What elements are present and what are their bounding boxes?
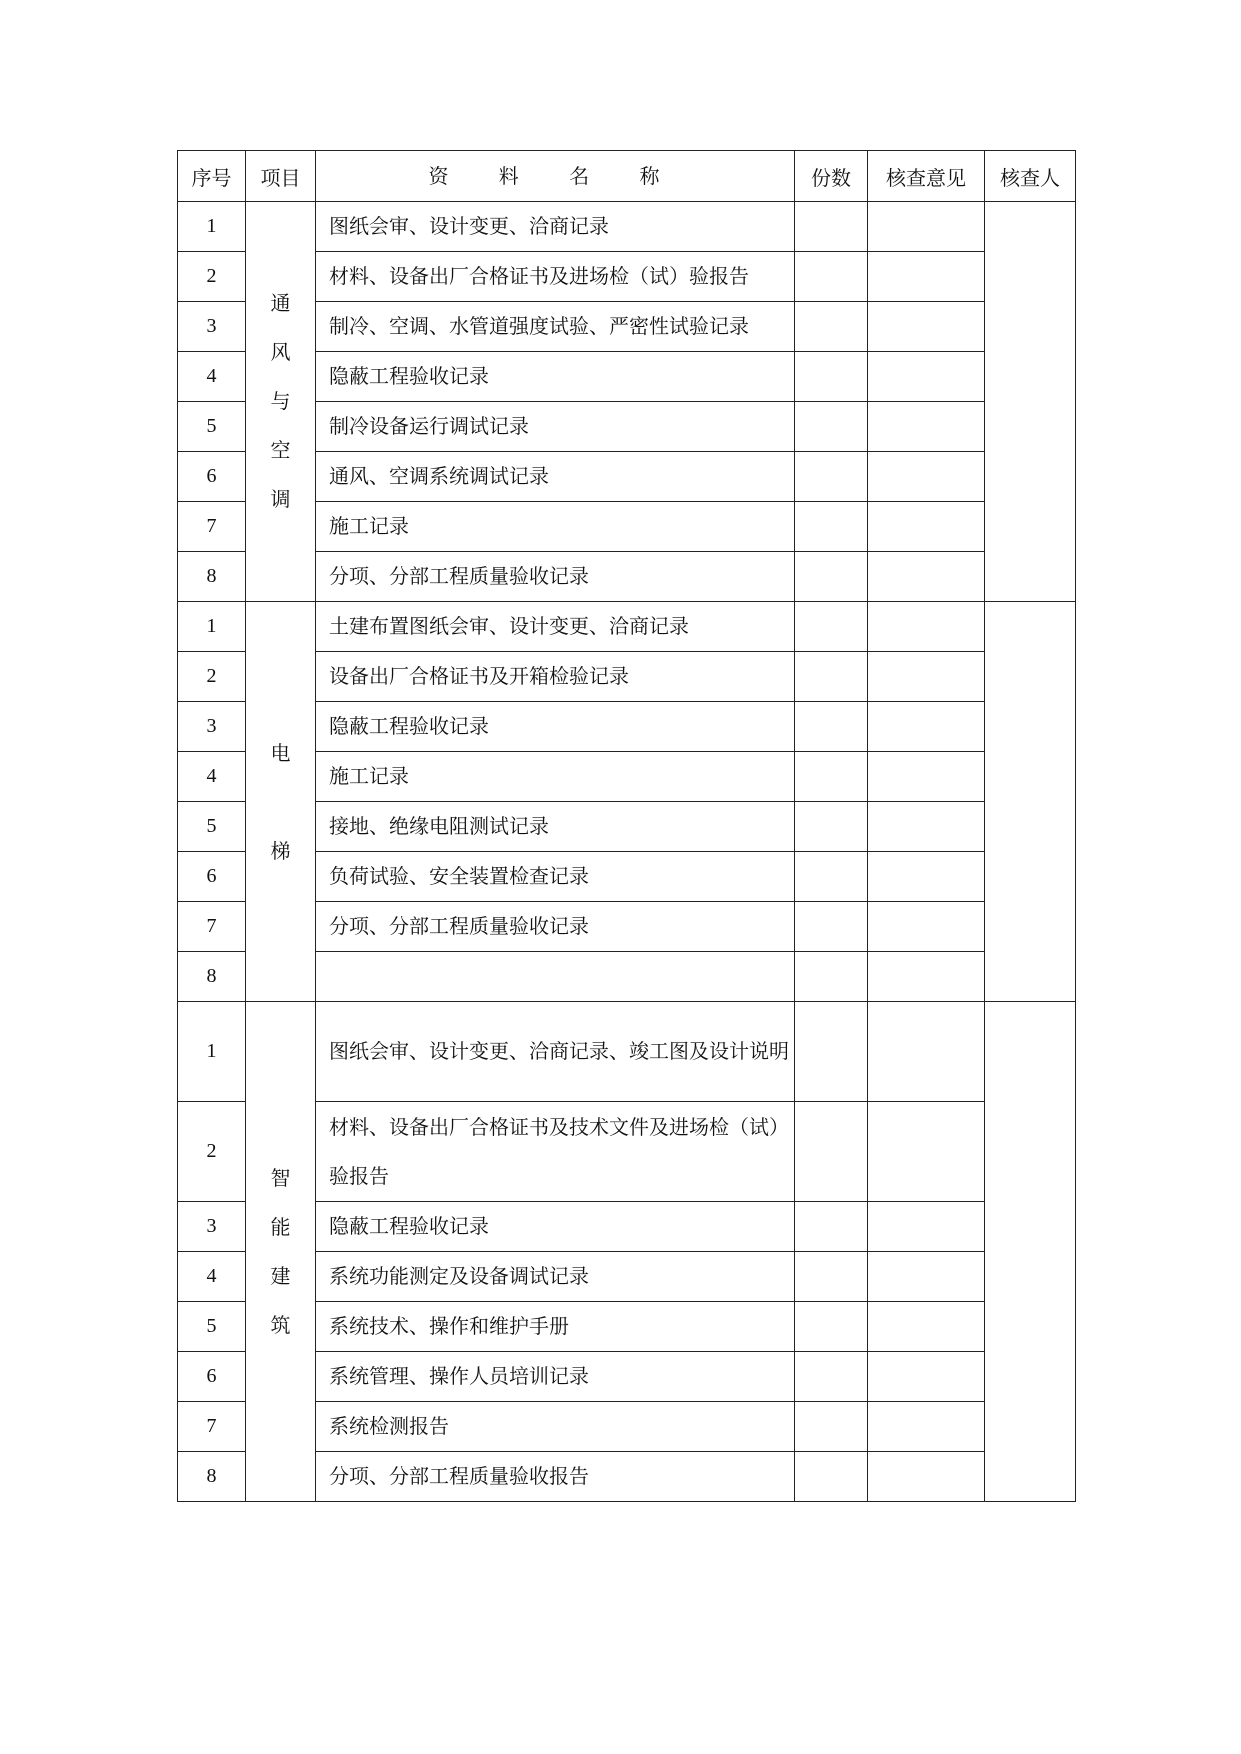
copies-cell[interactable] xyxy=(795,202,868,252)
record-name: 图纸会审、设计变更、洽商记录、竣工图及设计说明 xyxy=(316,1002,795,1102)
record-name: 图纸会审、设计变更、洽商记录 xyxy=(316,202,795,252)
opinion-cell[interactable] xyxy=(868,652,985,702)
copies-cell[interactable] xyxy=(795,402,868,452)
record-name: 隐蔽工程验收记录 xyxy=(316,702,795,752)
section-item-label: 智能建筑 xyxy=(270,1165,291,1337)
table-row xyxy=(178,602,1076,652)
row-number: 1 xyxy=(178,602,246,652)
copies-cell[interactable] xyxy=(795,1202,868,1252)
copies-cell[interactable] xyxy=(795,652,868,702)
opinion-cell[interactable] xyxy=(868,602,985,652)
row-number: 7 xyxy=(178,1402,246,1452)
record-name: 分项、分部工程质量验收记录 xyxy=(316,552,795,602)
record-name: 隐蔽工程验收记录 xyxy=(316,1202,795,1252)
section-item-cell xyxy=(246,1002,316,1502)
opinion-cell[interactable] xyxy=(868,802,985,852)
opinion-cell[interactable] xyxy=(868,202,985,252)
record-name: 分项、分部工程质量验收记录 xyxy=(316,902,795,952)
copies-cell[interactable] xyxy=(795,1302,868,1352)
header-no: 序号 xyxy=(178,151,246,202)
opinion-cell[interactable] xyxy=(868,952,985,1002)
copies-cell[interactable] xyxy=(795,1002,868,1102)
row-number: 3 xyxy=(178,702,246,752)
section-item-label: 电梯 xyxy=(270,740,291,863)
opinion-cell[interactable] xyxy=(868,1452,985,1502)
section-item-cell xyxy=(246,602,316,1002)
row-number: 6 xyxy=(178,852,246,902)
row-number: 2 xyxy=(178,1102,246,1202)
row-number: 3 xyxy=(178,302,246,352)
copies-cell[interactable] xyxy=(795,952,868,1002)
row-number: 3 xyxy=(178,1202,246,1252)
copies-cell[interactable] xyxy=(795,1102,868,1202)
row-number: 8 xyxy=(178,952,246,1002)
header-copies: 份数 xyxy=(795,151,868,202)
record-name: 土建布置图纸会审、设计变更、洽商记录 xyxy=(316,602,795,652)
opinion-cell[interactable] xyxy=(868,252,985,302)
header-name: 资 料 名 称 xyxy=(316,151,795,202)
record-name: 接地、绝缘电阻测试记录 xyxy=(316,802,795,852)
copies-cell[interactable] xyxy=(795,1402,868,1452)
record-name: 分项、分部工程质量验收报告 xyxy=(316,1452,795,1502)
checker-cell[interactable] xyxy=(985,602,1076,1002)
row-number: 1 xyxy=(178,1002,246,1102)
row-number: 6 xyxy=(178,452,246,502)
opinion-cell[interactable] xyxy=(868,352,985,402)
copies-cell[interactable] xyxy=(795,252,868,302)
opinion-cell[interactable] xyxy=(868,452,985,502)
row-number: 4 xyxy=(178,352,246,402)
record-name: 制冷设备运行调试记录 xyxy=(316,402,795,452)
record-name: 材料、设备出厂合格证书及技术文件及进场检（试）验报告 xyxy=(316,1102,795,1202)
header-row xyxy=(178,151,1076,202)
record-name: 负荷试验、安全装置检查记录 xyxy=(316,852,795,902)
copies-cell[interactable] xyxy=(795,802,868,852)
copies-cell[interactable] xyxy=(795,452,868,502)
row-number: 5 xyxy=(178,802,246,852)
opinion-cell[interactable] xyxy=(868,302,985,352)
opinion-cell[interactable] xyxy=(868,502,985,552)
row-number: 6 xyxy=(178,1352,246,1402)
records-checklist-table xyxy=(177,150,1076,1502)
record-name: 材料、设备出厂合格证书及进场检（试）验报告 xyxy=(316,252,795,302)
copies-cell[interactable] xyxy=(795,1252,868,1302)
table-row xyxy=(178,202,1076,252)
row-number: 8 xyxy=(178,552,246,602)
row-number: 5 xyxy=(178,402,246,452)
section-item-label: 通风与空调 xyxy=(270,291,291,511)
opinion-cell[interactable] xyxy=(868,1102,985,1202)
row-number: 5 xyxy=(178,1302,246,1352)
copies-cell[interactable] xyxy=(795,352,868,402)
row-number: 7 xyxy=(178,502,246,552)
opinion-cell[interactable] xyxy=(868,1202,985,1252)
record-name: 施工记录 xyxy=(316,752,795,802)
table-row xyxy=(178,1002,1076,1102)
copies-cell[interactable] xyxy=(795,1452,868,1502)
record-name: 制冷、空调、水管道强度试验、严密性试验记录 xyxy=(316,302,795,352)
opinion-cell[interactable] xyxy=(868,552,985,602)
opinion-cell[interactable] xyxy=(868,852,985,902)
record-name: 系统管理、操作人员培训记录 xyxy=(316,1352,795,1402)
record-name: 系统功能测定及设备调试记录 xyxy=(316,1252,795,1302)
opinion-cell[interactable] xyxy=(868,752,985,802)
table-body xyxy=(178,202,1076,1502)
copies-cell[interactable] xyxy=(795,602,868,652)
record-name: 施工记录 xyxy=(316,502,795,552)
row-number: 2 xyxy=(178,652,246,702)
record-name: 设备出厂合格证书及开箱检验记录 xyxy=(316,652,795,702)
copies-cell[interactable] xyxy=(795,552,868,602)
copies-cell[interactable] xyxy=(795,752,868,802)
row-number: 8 xyxy=(178,1452,246,1502)
copies-cell[interactable] xyxy=(795,502,868,552)
checker-cell[interactable] xyxy=(985,202,1076,602)
record-name: 系统检测报告 xyxy=(316,1402,795,1452)
copies-cell[interactable] xyxy=(795,302,868,352)
header-item: 项目 xyxy=(246,151,316,202)
copies-cell[interactable] xyxy=(795,1352,868,1402)
record-name: 通风、空调系统调试记录 xyxy=(316,452,795,502)
opinion-cell[interactable] xyxy=(868,902,985,952)
row-number: 2 xyxy=(178,252,246,302)
opinion-cell[interactable] xyxy=(868,1002,985,1102)
header-checker: 核查人 xyxy=(985,151,1076,202)
row-number: 1 xyxy=(178,202,246,252)
header-opinion: 核查意见 xyxy=(868,151,985,202)
copies-cell[interactable] xyxy=(795,852,868,902)
copies-cell[interactable] xyxy=(795,902,868,952)
record-name: 隐蔽工程验收记录 xyxy=(316,352,795,402)
opinion-cell[interactable] xyxy=(868,402,985,452)
record-name xyxy=(316,952,795,1002)
opinion-cell[interactable] xyxy=(868,1252,985,1302)
opinion-cell[interactable] xyxy=(868,1402,985,1452)
opinion-cell[interactable] xyxy=(868,1302,985,1352)
row-number: 4 xyxy=(178,752,246,802)
opinion-cell[interactable] xyxy=(868,1352,985,1402)
row-number: 4 xyxy=(178,1252,246,1302)
section-item-cell xyxy=(246,202,316,602)
copies-cell[interactable] xyxy=(795,702,868,752)
opinion-cell[interactable] xyxy=(868,702,985,752)
record-name: 系统技术、操作和维护手册 xyxy=(316,1302,795,1352)
row-number: 7 xyxy=(178,902,246,952)
checker-cell[interactable] xyxy=(985,1002,1076,1502)
